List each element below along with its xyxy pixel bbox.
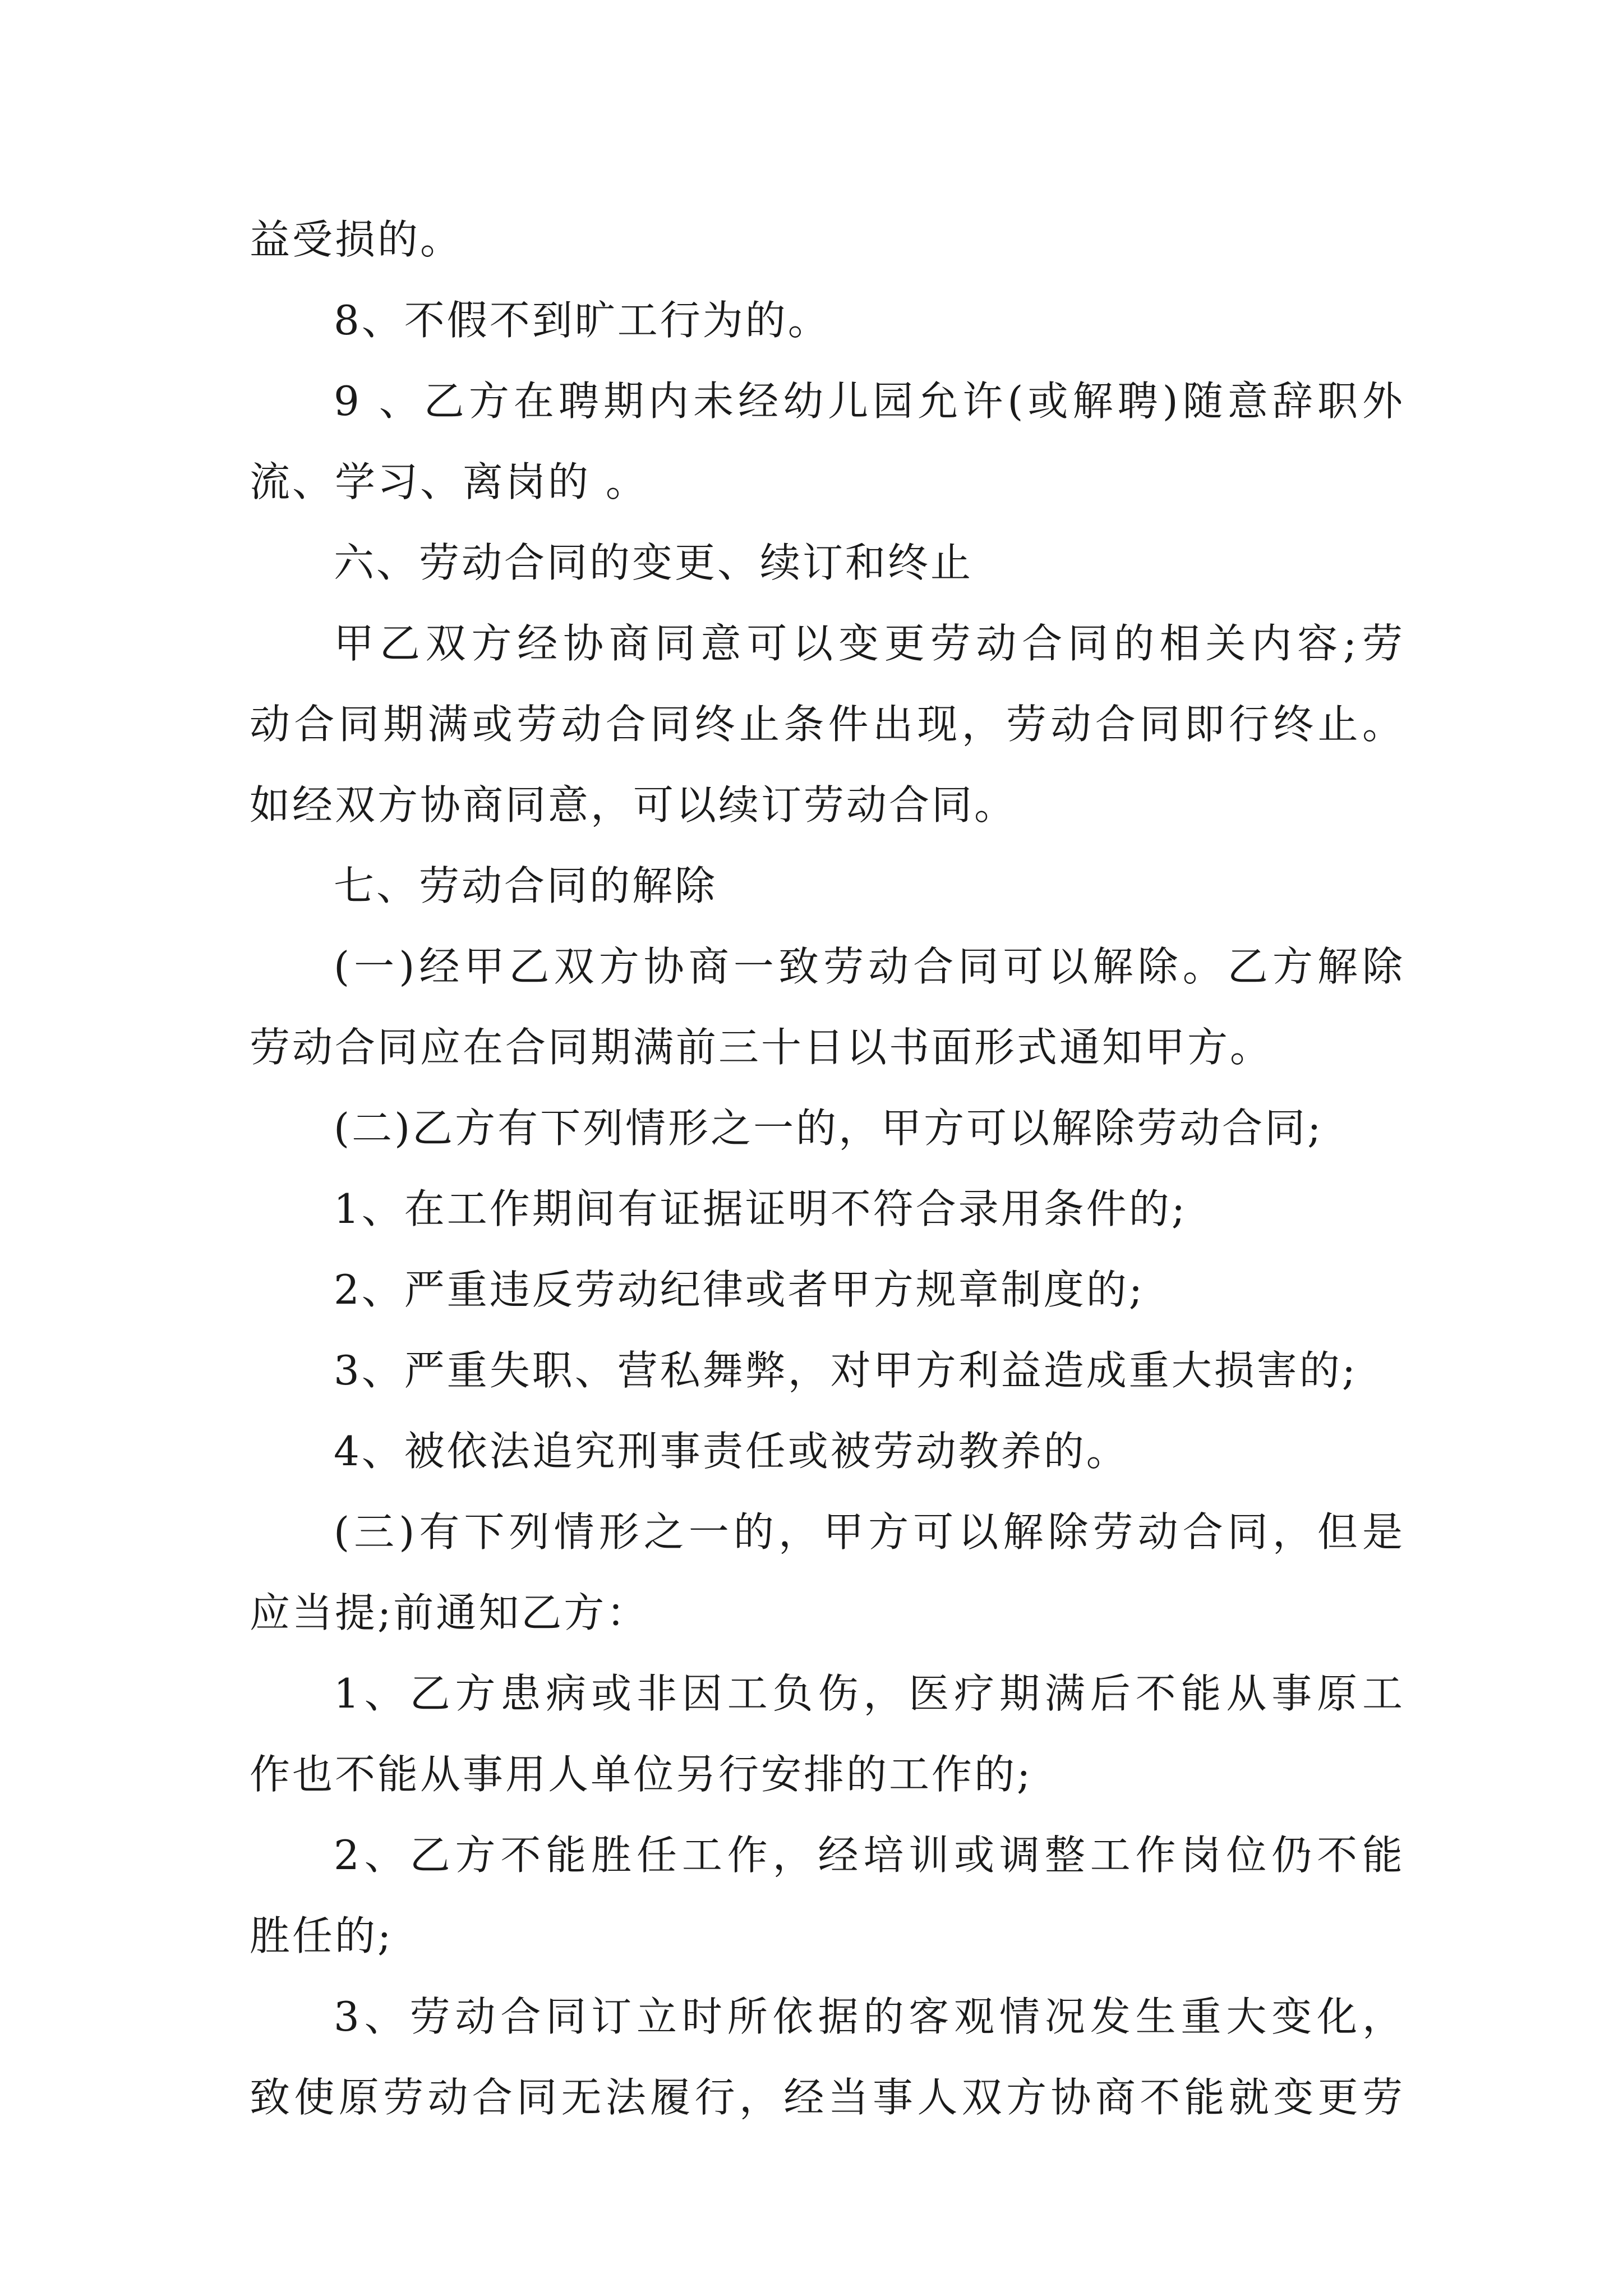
- document-page: [250, 199, 1405, 2138]
- list-item: 4、被依法追究刑事责任或被劳动教养的。: [334, 1428, 1129, 1475]
- list-item: 1、在工作期间有证据证明不符合录用条件的;: [334, 1185, 1188, 1232]
- list-item: 1、乙方患病或非因工负伤，医疗期满后不能从事原工: [334, 1670, 1405, 1717]
- text-line: 9 、乙方在聘期内未经幼儿园允许(或解聘)随意辞职外: [334, 378, 1405, 425]
- text-line: 益受损的。: [250, 216, 463, 263]
- text-line: (一)经甲乙双方协商一致劳动合同可以解除。乙方解除: [334, 943, 1405, 990]
- text-line: 致使原劳动合同无法履行，经当事人双方协商不能就变更劳: [250, 2074, 1405, 2121]
- text-line: 8、不假不到旷工行为的。: [334, 297, 831, 344]
- list-item: 2、乙方不能胜任工作，经培训或调整工作岗位仍不能: [334, 1832, 1405, 1879]
- section-heading: 六、劳动合同的变更、续订和终止: [334, 539, 974, 586]
- text-line: (三)有下列情形之一的，甲方可以解除劳动合同，但是: [334, 1508, 1405, 1556]
- text-line: 流、学习、离岗的 。: [250, 458, 648, 505]
- text-line: 甲乙双方经协商同意可以变更劳动合同的相关内容;劳: [334, 620, 1405, 667]
- text-line: 应当提;前通知乙方：: [250, 1589, 649, 1636]
- text-line: 作也不能从事用人单位另行安排的工作的;: [250, 1751, 1033, 1798]
- text-line: 胜任的;: [250, 1912, 394, 1959]
- text-line: 劳动合同应在合同期满前三十日以书面形式通知甲方。: [250, 1024, 1273, 1071]
- list-item: 3、严重失职、营私舞弊，对甲方利益造成重大损害的;: [334, 1347, 1358, 1394]
- list-item: 3、劳动合同订立时所依据的客观情况发生重大变化，: [334, 1993, 1405, 2040]
- text-line: 如经双方协商同意，可以续订劳动合同。: [250, 781, 1017, 829]
- list-item: 2、严重违反劳动纪律或者甲方规章制度的;: [334, 1266, 1145, 1313]
- text-line: (二)乙方有下列情形之一的，甲方可以解除劳动合同;: [334, 1105, 1324, 1152]
- section-heading: 七、劳动合同的解除: [334, 862, 718, 909]
- text-line: 动合同期满或劳动合同终止条件出现，劳动合同即行终止。: [250, 701, 1405, 748]
